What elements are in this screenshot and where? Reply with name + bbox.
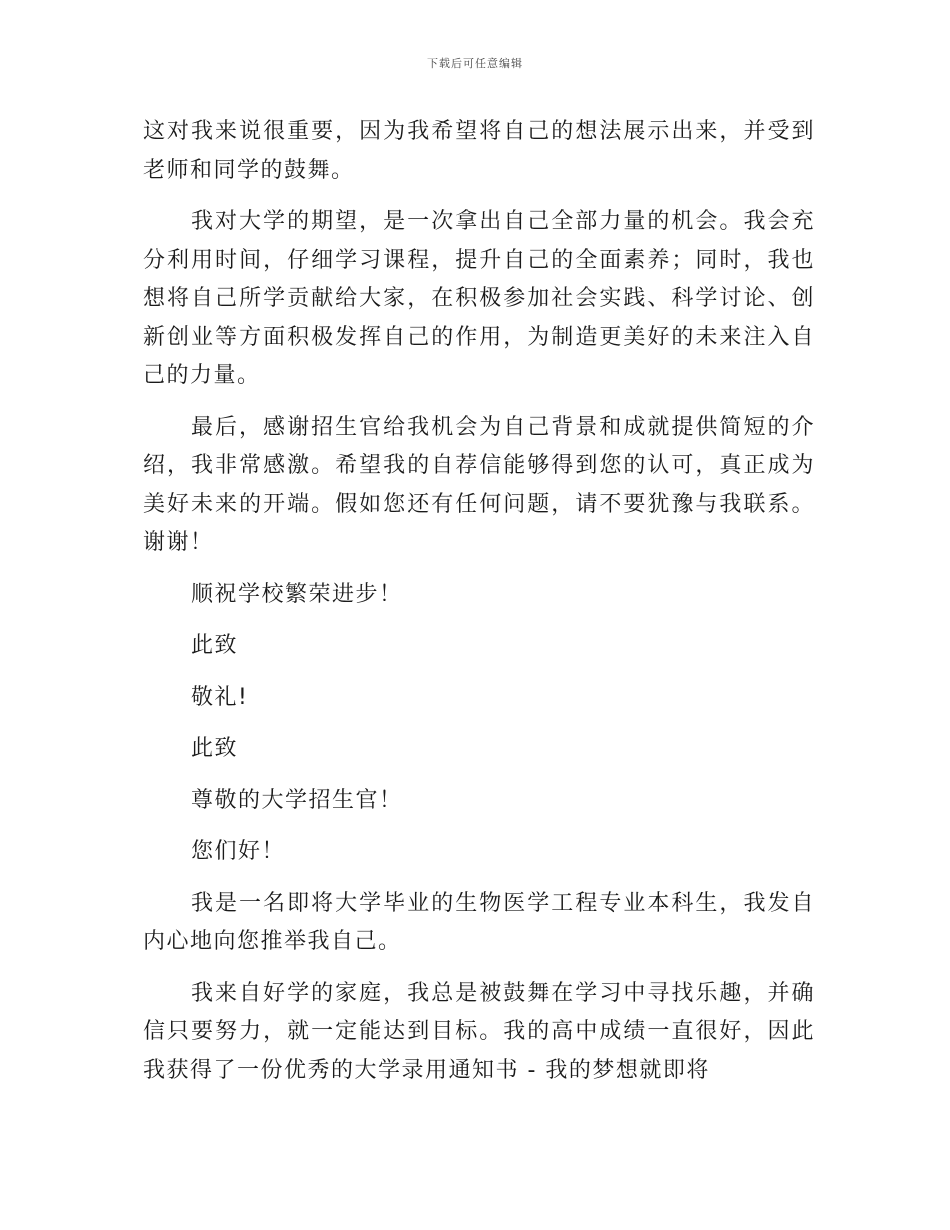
page-header: 下载后可任意编辑	[427, 57, 523, 70]
salutation-cizhi-second: 此致	[191, 736, 239, 761]
document-body	[143, 113, 815, 1103]
paragraph-continuation: 这对我来说很重要，因为我希望将自己的想法展示出来，并受到老师和同学的鼓舞。	[143, 119, 815, 183]
greeting: 您们好！	[191, 839, 286, 864]
addressee: 尊敬的大学招生官！	[191, 787, 403, 813]
paragraph-family: 我来自好学的家庭，我总是被鼓舞在学习中寻找乐趣，并确信只要努力，就一定能达到目标。我的高中成绩一直很好，因此我获得了一份优秀的大学录用通知书 - 我的梦想就即将	[143, 980, 815, 1083]
salutation-cizhi: 此致	[191, 633, 239, 658]
paragraph-closing: 最后，感谢招生官给我机会为自己背景和成就提供简短的介绍，我非常感激。希望我的自荐信能够得到您的认可，真正成为美好未来的开端。假如您还有任何问题，请不要犹豫与我联系。谢谢！	[143, 414, 815, 555]
paragraph-introduction: 我是一名即将大学毕业的生物医学工程专业本科生，我发自内心地向您推举我自己。	[143, 890, 815, 954]
closing-wish: 顺祝学校繁荣进步！	[191, 581, 403, 607]
paragraph-expectation: 我对大学的期望，是一次拿出自己全部力量的机会。我会充分利用时间，仔细学习课程，提升自己的全面素养；同时，我也想将自己所学贡献给大家，在积极参加社会实践、科学讨论、创新创业等方面积极发挥自己的作用，为制造更美好的未来注入自己的力量。	[143, 209, 815, 388]
salutation-jingli: 敬礼!	[191, 684, 249, 710]
